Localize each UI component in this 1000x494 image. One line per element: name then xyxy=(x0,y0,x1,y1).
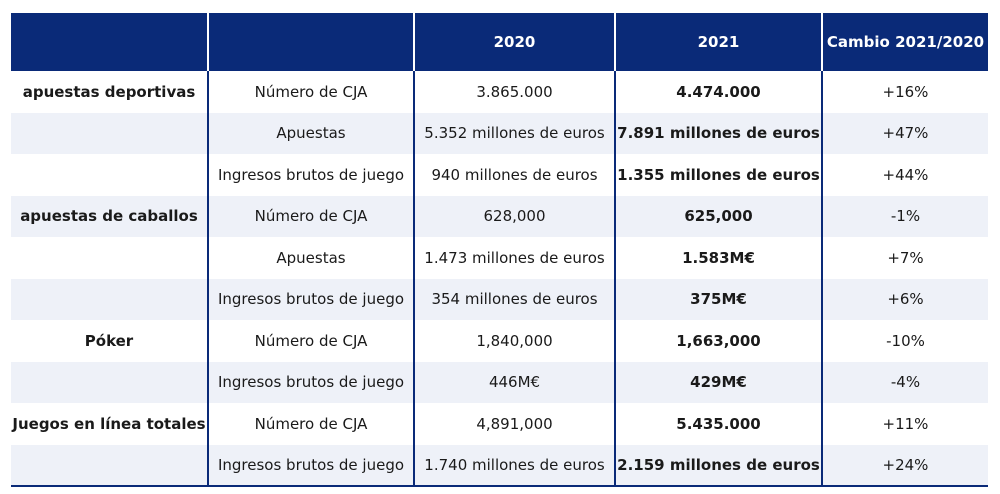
metric-cell: Apuestas xyxy=(208,113,414,155)
value-2021-cell: 1.355 millones de euros xyxy=(615,154,822,196)
group-cell xyxy=(11,113,208,155)
group-cell: Póker xyxy=(84,331,134,350)
change-cell: -4% xyxy=(822,362,988,404)
value-2021-cell: 625,000 xyxy=(615,196,822,238)
value-2021-cell: 375M€ xyxy=(615,279,822,321)
metric-cell: Ingresos brutos de juego xyxy=(208,445,414,487)
value-2020-cell: 1.473 millones de euros xyxy=(414,237,615,279)
table-row xyxy=(11,403,988,445)
group-cell xyxy=(11,279,208,321)
table-row xyxy=(11,320,988,362)
value-2020-cell: 5.352 millones de euros xyxy=(414,113,615,155)
value-2021-cell: 5.435.000 xyxy=(615,403,822,445)
change-cell: +24% xyxy=(822,445,988,487)
group-cell: apuestas de caballos xyxy=(20,207,198,226)
metric-cell: Ingresos brutos de juego xyxy=(208,154,414,196)
metric-cell: Número de CJA xyxy=(208,403,414,445)
group-cell xyxy=(11,362,208,404)
header-2021-cell: 2021 xyxy=(615,13,822,71)
change-cell: -10% xyxy=(822,320,988,362)
change-cell: +47% xyxy=(822,113,988,155)
value-2020-cell: 1.740 millones de euros xyxy=(414,445,615,487)
value-2020-cell: 1,840,000 xyxy=(414,320,615,362)
value-2020-cell: 940 millones de euros xyxy=(414,154,615,196)
metric-cell: Número de CJA xyxy=(208,320,414,362)
value-2021-cell: 2.159 millones de euros xyxy=(615,445,822,487)
header-change-cell: Cambio 2021/2020 xyxy=(822,13,988,71)
group-cell: Juegos en línea totales xyxy=(12,414,206,433)
group-cell xyxy=(11,154,208,196)
value-2021-cell: 1,663,000 xyxy=(615,320,822,362)
table-header xyxy=(11,13,988,71)
change-cell: +7% xyxy=(822,237,988,279)
value-2020-cell: 3.865.000 xyxy=(414,71,615,113)
change-cell: -1% xyxy=(822,196,988,238)
metric-cell: Ingresos brutos de juego xyxy=(208,279,414,321)
value-2021-cell: 429M€ xyxy=(615,362,822,404)
table-row xyxy=(11,196,988,238)
table-row xyxy=(11,71,988,113)
change-cell: +44% xyxy=(822,154,988,196)
header-metric-cell xyxy=(208,13,414,71)
metric-cell: Número de CJA xyxy=(208,71,414,113)
table-row xyxy=(11,113,988,155)
header-group-cell xyxy=(11,13,208,71)
change-cell: +6% xyxy=(822,279,988,321)
data-table-container xyxy=(11,13,988,487)
metric-cell: Apuestas xyxy=(208,237,414,279)
table-row xyxy=(11,154,988,196)
table-body xyxy=(11,71,988,486)
value-2020-cell: 446M€ xyxy=(414,362,615,404)
header-2020-cell: 2020 xyxy=(414,13,615,71)
value-2020-cell: 354 millones de euros xyxy=(414,279,615,321)
change-cell: +16% xyxy=(822,71,988,113)
group-cell: apuestas deportivas xyxy=(22,82,196,101)
table-row xyxy=(11,445,988,487)
value-2020-cell: 628,000 xyxy=(414,196,615,238)
value-2021-cell: 7.891 millones de euros xyxy=(615,113,822,155)
value-2020-cell: 4,891,000 xyxy=(414,403,615,445)
table-row xyxy=(11,237,988,279)
metric-cell: Ingresos brutos de juego xyxy=(208,362,414,404)
group-cell xyxy=(11,237,208,279)
value-2021-cell: 4.474.000 xyxy=(615,71,822,113)
table-row xyxy=(11,279,988,321)
table-row xyxy=(11,362,988,404)
gaming-stats-table xyxy=(11,13,988,487)
group-cell xyxy=(11,445,208,487)
change-cell: +11% xyxy=(822,403,988,445)
header-row xyxy=(11,13,988,71)
metric-cell: Número de CJA xyxy=(208,196,414,238)
value-2021-cell: 1.583M€ xyxy=(615,237,822,279)
